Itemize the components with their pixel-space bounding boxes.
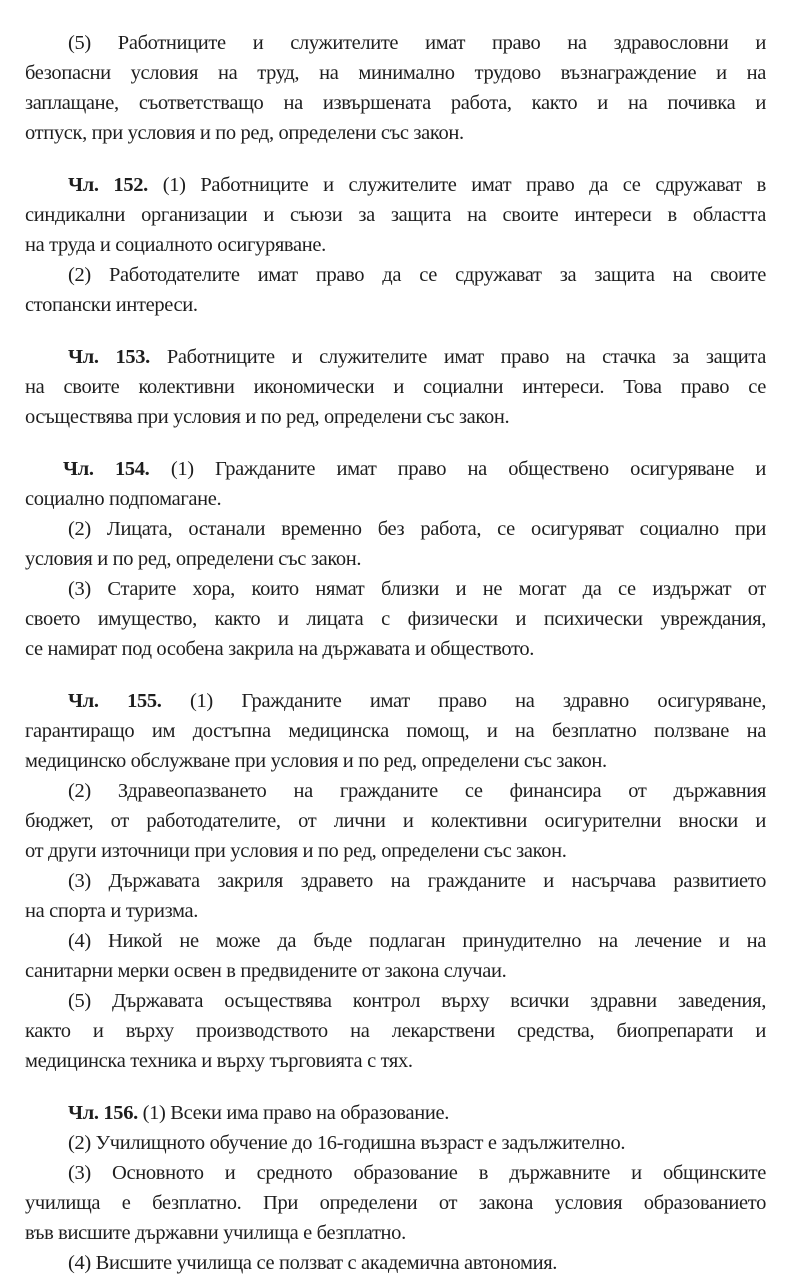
text-line: във висшите държавни училища е безплатно. bbox=[25, 1222, 406, 1244]
text-line: на труда и социалното осигуряване. bbox=[25, 234, 326, 256]
text-line: безопасни условия на труд, на минимално трудово възнаграждение и на bbox=[25, 62, 766, 84]
paragraph-text: (1) Всеки има право на образование. bbox=[142, 1102, 449, 1124]
text-line: (2) Лицата, останали временно без работа, се осигуряват социално при bbox=[68, 518, 766, 540]
paragraph-text: (1) Работниците и служителите имат право да се сдружават в bbox=[162, 174, 766, 196]
text-line bbox=[25, 454, 766, 484]
article-152 bbox=[25, 170, 766, 320]
text-line: социално подпомагане. bbox=[25, 488, 222, 510]
text-line: както и върху производството на лекарствени средства, биопрепарати и bbox=[25, 1020, 766, 1042]
text-line: (3) Основното и средното образование в държавните и общинските bbox=[68, 1162, 766, 1184]
text-line bbox=[25, 1098, 766, 1128]
text-line: (3) Държавата закриля здравето на гражданите и насърчава развитието bbox=[68, 870, 766, 892]
article-label: Чл. 155. bbox=[68, 690, 162, 712]
text-line: условия и по ред, определени със закон. bbox=[25, 548, 362, 570]
article-label: Чл. 156. bbox=[68, 1102, 138, 1124]
article-156 bbox=[25, 1098, 766, 1278]
text-line: санитарни мерки освен в предвидените от закона случаи. bbox=[25, 960, 507, 982]
text-line: на своите колективни икономически и социални интереси. Това право се bbox=[25, 376, 766, 398]
text-line: (4) Никой не може да бъде подлаган принудително на лечение и на bbox=[68, 930, 766, 952]
text-line: синдикални организации и съюзи за защита на своите интереси в областта bbox=[25, 204, 766, 226]
article-label: Чл. 152. bbox=[68, 174, 148, 196]
text-line: (2) Училищното обучение до 16-годишна възраст е задължително. bbox=[68, 1132, 626, 1154]
paragraph-text: Работниците и служителите имат право на стачка за защита bbox=[166, 346, 766, 368]
text-line: (5) Работниците и служителите имат право на здравословни и bbox=[68, 32, 766, 54]
text-line: на спорта и туризма. bbox=[25, 900, 199, 922]
article-154 bbox=[25, 454, 766, 664]
paragraph-text: (1) Гражданите имат право на обществено осигуряване и bbox=[170, 458, 766, 480]
text-line: медицинско обслужване при условия и по ред, определени със закон. bbox=[25, 750, 607, 772]
paragraph-text: (1) Гражданите имат право на здравно осигуряване, bbox=[190, 690, 766, 712]
text-line: от други източници при условия и по ред, определени със закон. bbox=[25, 840, 567, 862]
text-line: (3) Старите хора, които нямат близки и не могат да се издържат от bbox=[68, 578, 766, 600]
text-line: училища е безплатно. При определени от закона условия образованието bbox=[25, 1192, 766, 1214]
text-line: (2) Здравеопазването на гражданите се финансира от държавния bbox=[68, 780, 766, 802]
text-line: (4) Висшите училища се ползват с академична автономия. bbox=[68, 1252, 558, 1274]
text-line: гарантиращо им достъпна медицинска помощ, и на безплатно ползване на bbox=[25, 720, 766, 742]
article-label: Чл. 153. bbox=[68, 346, 150, 368]
paragraph-5-continued bbox=[25, 28, 766, 148]
text-line: стопански интереси. bbox=[25, 294, 198, 316]
text-line: (5) Държавата осъществява контрол върху всички здравни заведения, bbox=[68, 990, 766, 1012]
text-line: отпуск, при условия и по ред, определени със закон. bbox=[25, 122, 464, 144]
text-line: (2) Работодателите имат право да се сдружават за защита на своите bbox=[68, 264, 766, 286]
text-line: медицинска техника и върху търговията с тях. bbox=[25, 1050, 413, 1072]
text-line: заплащане, съответстващо на извършената работа, както и на почивка и bbox=[25, 92, 766, 114]
text-line: осъществява при условия и по ред, определени със закон. bbox=[25, 406, 510, 428]
article-155 bbox=[25, 686, 766, 1076]
text-line bbox=[25, 170, 766, 200]
text-line bbox=[25, 686, 766, 716]
text-line bbox=[25, 342, 766, 372]
text-line: своето имущество, както и лицата с физически и психически увреждания, bbox=[25, 608, 766, 630]
text-line: бюджет, от работодателите, от лични и колективни осигурителни вноски и bbox=[25, 810, 766, 832]
article-label: Чл. 154. bbox=[63, 458, 150, 480]
text-line: се намират под особена закрила на държавата и обществото. bbox=[25, 638, 535, 660]
document-page bbox=[25, 28, 766, 1278]
article-153 bbox=[25, 342, 766, 432]
